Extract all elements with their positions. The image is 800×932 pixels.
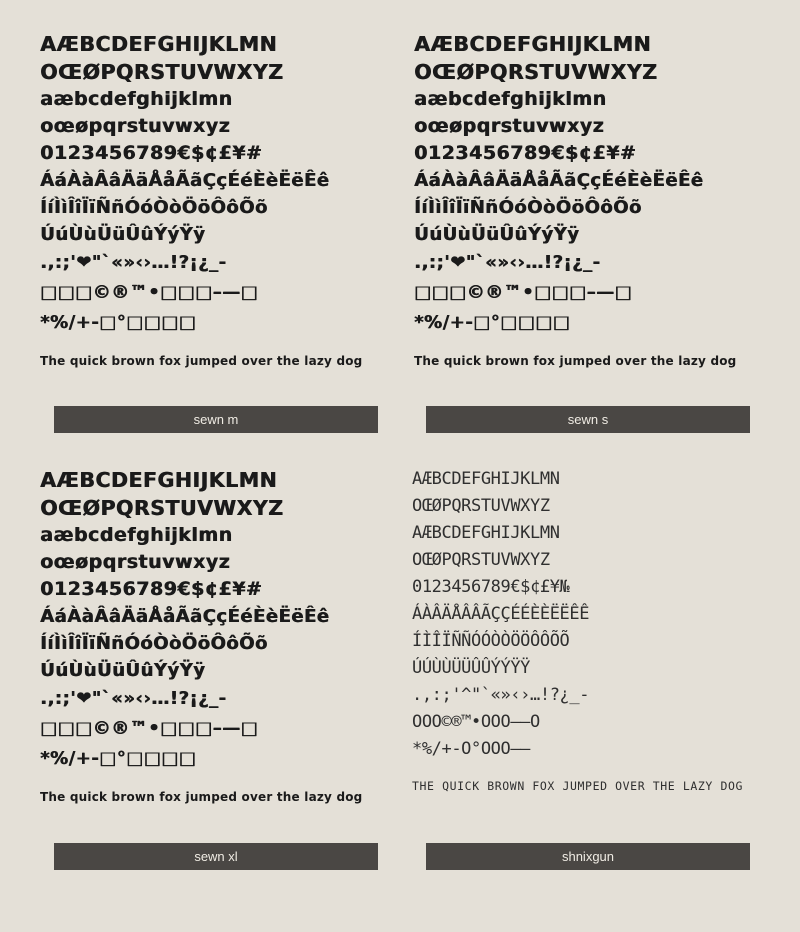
specimen-line: ÚÚÙÙÜÜÛÛÝÝŸŸ	[412, 658, 531, 678]
specimen-line: *%/+-□°□□□□	[40, 312, 197, 333]
specimen-line: OŒØPQRSTUVWXYZ	[40, 496, 284, 520]
specimen-line: □□□©®™•□□□–—□	[40, 282, 259, 303]
specimen-line: 0123456789€$¢£¥#	[414, 142, 637, 164]
font-name-label: sewn m	[54, 406, 378, 433]
font-name-label: shnixgun	[426, 843, 750, 870]
specimen-line: AÆBCDEFGHIJKLMN	[40, 468, 278, 492]
specimen-line: ÁáÀàÂâÄäÅåÃãÇçÉéÈèËëÊê	[40, 606, 330, 627]
specimen-line: OŒØPQRSTUVWXYZ	[40, 60, 284, 84]
specimen-line: OŒØPQRSTUVWXYZ	[412, 496, 550, 516]
specimen-line: ÍíÌìÎîÏïÑñÓóÒòÖöÔôÕõ	[40, 633, 268, 654]
pangram-sample: THE QUICK BROWN FOX JUMPED OVER THE LAZY DOG	[412, 779, 744, 793]
specimen-line: ÁáÀàÂâÄäÅåÃãÇçÉéÈèËëÊê	[40, 170, 330, 191]
font-specimen-sewn-xl	[40, 466, 400, 807]
specimen-line: .,:;'❤"`«»‹›…!?¡¿_-	[414, 252, 601, 273]
font-name-label: sewn s	[426, 406, 750, 433]
specimen-line: oœøpqrstuvwxyz	[414, 115, 605, 137]
specimen-line: aæbcdefghijklmn	[414, 88, 607, 110]
specimen-line: OŒØPQRSTUVWXYZ	[412, 550, 550, 570]
specimen-line: ÁÀÂÄÅÂÂÃÇÇÉÉÈÈËËÊÊ	[412, 604, 590, 624]
specimen-line: OŒØPQRSTUVWXYZ	[414, 60, 658, 84]
specimen-line: OOO©®™•OOO–—O	[412, 712, 540, 732]
specimen-line: ÚúÙùÜüÛûÝýŸÿ	[414, 224, 580, 245]
specimen-line: 0123456789€$¢£¥#	[40, 578, 263, 600]
specimen-line: .,:;'❤"`«»‹›…!?¡¿_-	[40, 252, 227, 273]
specimen-line: □□□©®™•□□□–—□	[414, 282, 633, 303]
specimen-line: □□□©®™•□□□–—□	[40, 718, 259, 739]
specimen-line: ÍÌÎÏÑÑÓÓÒÒÖÖÔÔÕÕ	[412, 631, 570, 651]
specimen-line: aæbcdefghijklmn	[40, 88, 233, 110]
font-specimen-shnixgun	[412, 466, 772, 800]
font-specimen-sewn-s	[414, 30, 774, 371]
specimen-line: *%/+-□°□□□□	[40, 748, 197, 769]
specimen-line: oœøpqrstuvwxyz	[40, 115, 231, 137]
specimen-line: oœøpqrstuvwxyz	[40, 551, 231, 573]
pangram-sample: The quick brown fox jumped over the lazy dog	[414, 354, 737, 368]
specimen-line: aæbcdefghijklmn	[40, 524, 233, 546]
specimen-line: ÚúÙùÜüÛûÝýŸÿ	[40, 660, 206, 681]
specimen-line: .,:;'^"`«»‹›…!?¿_-	[412, 685, 590, 705]
font-specimen-sewn-m	[40, 30, 400, 371]
specimen-line: .,:;'❤"`«»‹›…!?¡¿_-	[40, 688, 227, 709]
specimen-line: *%/+-□°□□□□	[414, 312, 571, 333]
specimen-line: 0123456789€$¢£¥#	[40, 142, 263, 164]
specimen-line: *%/+-O°OOO——	[412, 739, 531, 759]
specimen-line: ÍíÌìÎîÏïÑñÓóÒòÖöÔôÕõ	[40, 197, 268, 218]
font-name-label: sewn xl	[54, 843, 378, 870]
pangram-sample: The quick brown fox jumped over the lazy dog	[40, 790, 363, 804]
pangram-sample: The quick brown fox jumped over the lazy dog	[40, 354, 363, 368]
specimen-line: AÆBCDEFGHIJKLMN	[412, 523, 560, 543]
specimen-line: AÆBCDEFGHIJKLMN	[412, 469, 560, 489]
specimen-line: ÁáÀàÂâÄäÅåÃãÇçÉéÈèËëÊê	[414, 170, 704, 191]
specimen-line: ÍíÌìÎîÏïÑñÓóÒòÖöÔôÕõ	[414, 197, 642, 218]
specimen-line: AÆBCDEFGHIJKLMN	[40, 32, 278, 56]
specimen-line: 0123456789€$¢£¥№	[412, 577, 570, 597]
specimen-line: AÆBCDEFGHIJKLMN	[414, 32, 652, 56]
specimen-line: ÚúÙùÜüÛûÝýŸÿ	[40, 224, 206, 245]
